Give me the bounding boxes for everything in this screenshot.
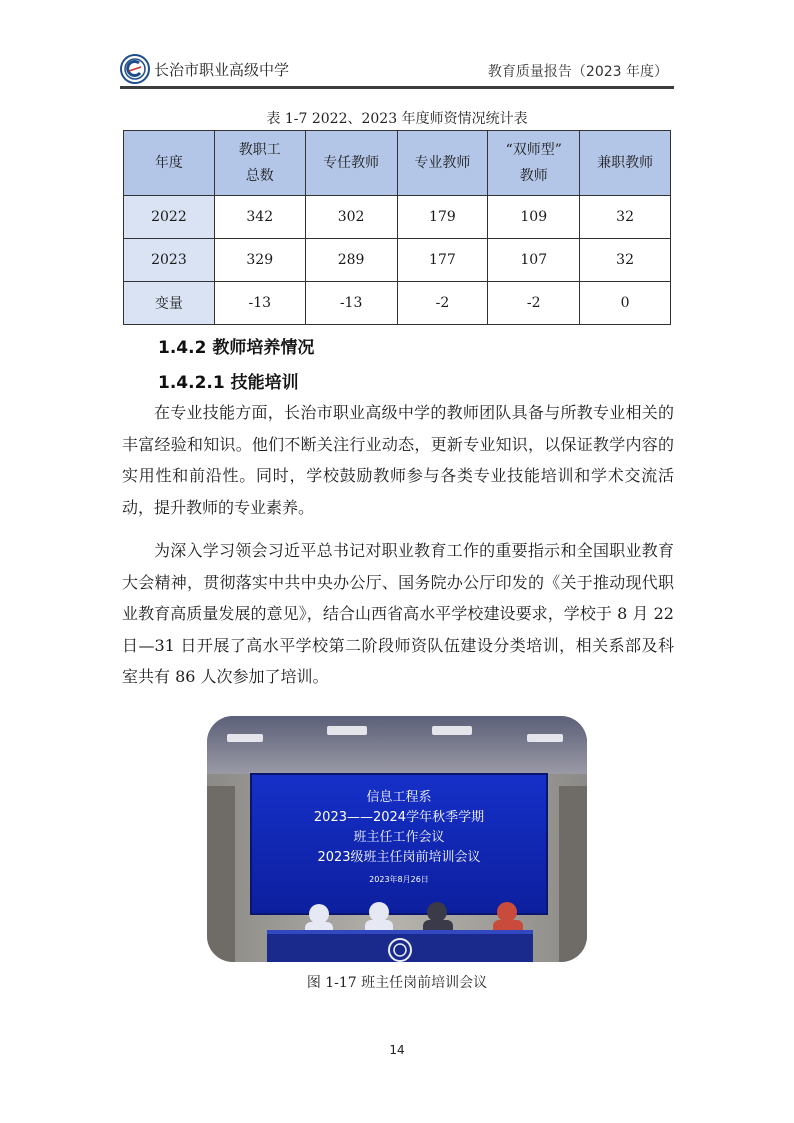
table-cell: 0 [580,282,671,325]
subsection-heading: 1.4.2.1 技能培训 [158,373,299,393]
table-cell: -2 [488,282,580,325]
table-cell: 302 [305,196,397,239]
page-number: 14 [389,1043,405,1057]
table-header-cell: 专任教师 [305,131,397,196]
table-header-cell: 教职工 总数 [214,131,305,196]
table-header-cell: 专业教师 [397,131,488,196]
meeting-photo [207,716,587,962]
table-cell: 107 [488,239,580,282]
table-cell: 329 [214,239,305,282]
table-caption: 表 1-7 2022、2023 年度师资情况统计表 [266,111,528,127]
table-cell: -13 [214,282,305,325]
section-heading: 1.4.2 教师培养情况 [158,338,315,358]
table-cell: 289 [305,239,397,282]
screen-line: 班主任工作会议 [353,830,445,845]
figure-caption: 图 1-17 班主任岗前培训会议 [306,975,488,991]
staff-statistics-table [123,130,671,325]
screen-date: 2023年8月26日 [369,875,429,884]
school-logo-icon [120,54,150,84]
page-header [120,50,674,88]
body-paragraph: 为深入学习领会习近平总书记对职业教育工作的重要指示和全国职业教育大会精神，贯彻落实中共中央办公厅、国务院办公厅印发的《关于推动现代职业教育高质量发展的意见》，结合山西省高水平学校建设要求，学校于 8 月 22 日—31 日开展了高水平学校第二阶段师资队伍建设分类培训，相关系部及科室共有 86 人次参加了培训。 [122,541,674,686]
table-cell: 32 [580,196,671,239]
table-cell: 179 [397,196,488,239]
table-cell: 109 [488,196,580,239]
table-cell: 177 [397,239,488,282]
table-cell: 342 [214,196,305,239]
school-name: 长治市职业高级中学 [154,61,290,79]
table-cell: -13 [305,282,397,325]
table-cell: 变量 [124,282,215,325]
table-row [124,196,671,239]
table-header-row [124,131,671,196]
header-divider [120,86,674,89]
body-paragraph: 在专业技能方面，长治市职业高级中学的教师团队具备与所教专业相关的丰富经验和知识。他们不断关注行业动态，更新专业知识，以保证教学内容的实用性和前沿性。同时，学校鼓励教师参与各类专业技能培训和学术交流活动，提升教师的专业素养。 [122,403,674,517]
table-header-cell: 兼职教师 [580,131,671,196]
screen-line: 2023级班主任岗前培训会议 [317,850,481,865]
table-cell: 32 [580,239,671,282]
table-row [124,282,671,325]
table-header-cell: 年度 [124,131,215,196]
table-cell: -2 [397,282,488,325]
table-cell: 2022 [124,196,215,239]
table-row [124,239,671,282]
screen-line: 信息工程系 [366,790,432,805]
screen-text [251,788,547,888]
table-header-cell: “双师型” 教师 [488,131,580,196]
table-cell: 2023 [124,239,215,282]
screen-line: 2023——2024学年秋季学期 [313,810,485,825]
report-title: 教育质量报告（2023 年度） [487,64,668,80]
